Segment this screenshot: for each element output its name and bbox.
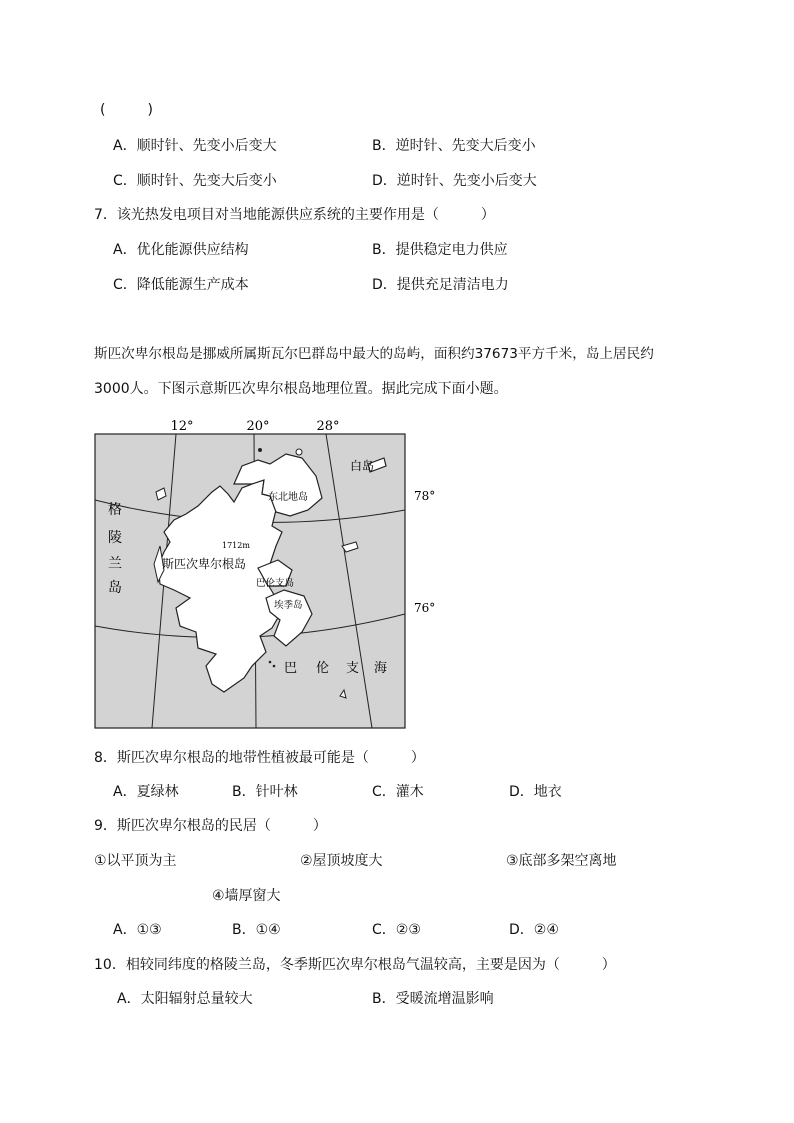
islet-south-2 — [273, 665, 276, 668]
q6-option-d[interactable]: D．逆时针、先变小后变大 — [372, 173, 537, 189]
white-island-label: 白岛 — [350, 459, 375, 473]
q10-option-b[interactable]: B．受暖流增温影响 — [372, 991, 494, 1007]
q7-option-d[interactable]: D．提供充足清洁电力 — [372, 277, 509, 293]
q8-stem: 8．斯匹次卑尔根岛的地带性植被最可能是（ ） — [94, 750, 425, 766]
greenland-char-4: 岛 — [108, 580, 122, 596]
passage-line-2: 3000人。下图示意斯匹次卑尔根岛地理位置。据此完成下面小题。 — [94, 381, 508, 397]
svalbard-location-map — [94, 414, 436, 730]
lat-label-76: 76° — [414, 601, 436, 615]
q6-option-a[interactable]: A．顺时针、先变小后变大 — [113, 138, 277, 154]
q8-option-b[interactable]: B．针叶林 — [232, 784, 298, 800]
islet-north-2 — [296, 449, 302, 455]
sea-char-1: 巴 — [284, 661, 298, 676]
islet-north-1 — [258, 448, 262, 452]
q6-option-c[interactable]: C．顺时针、先变大后变小 — [113, 173, 277, 189]
northeast-land-label: 东北地岛 — [268, 492, 308, 503]
greenland-char-2: 陵 — [108, 530, 122, 546]
sea-char-2: 伦 — [316, 661, 330, 676]
sea-char-3: 支 — [346, 661, 360, 676]
q8-option-c[interactable]: C．灌木 — [372, 784, 424, 800]
greenland-char-3: 兰 — [108, 556, 122, 572]
q9-item-1: ①以平顶为主 — [94, 853, 177, 869]
q7-option-a[interactable]: A．优化能源供应结构 — [113, 242, 249, 258]
q10-stem: 10．相较同纬度的格陵兰岛，冬季斯匹次卑尔根岛气温较高，主要是因为（ ） — [94, 957, 616, 973]
islet-south-1 — [269, 661, 272, 664]
q9-item-4: ④墙厚窗大 — [212, 888, 281, 904]
lon-label-20: 20° — [246, 419, 270, 434]
passage-line-1: 斯匹次卑尔根岛是挪威所属斯瓦尔巴群岛中最大的岛屿，面积约37673平方千米，岛上居民约 — [94, 346, 654, 362]
q9-option-a[interactable]: A．①③ — [113, 922, 162, 938]
q9-stem: 9．斯匹次卑尔根岛的民居（ ） — [94, 818, 327, 834]
q7-option-b[interactable]: B．提供稳定电力供应 — [372, 242, 508, 258]
lon-label-28: 28° — [316, 419, 340, 434]
lat-label-78: 78° — [414, 489, 436, 503]
q7-option-c[interactable]: C．降低能源生产成本 — [113, 277, 249, 293]
edge-island-label: 埃季岛 — [274, 600, 303, 611]
elevation-label: 1712m — [222, 541, 250, 550]
q9-option-d[interactable]: D．②④ — [509, 922, 559, 938]
q6-answer-blank: ( ) — [100, 102, 153, 118]
spitsbergen-label: 斯匹次卑尔根岛 — [162, 557, 247, 571]
q9-option-b[interactable]: B．①④ — [232, 922, 281, 938]
sea-char-4: 海 — [374, 661, 388, 676]
q8-option-d[interactable]: D．地衣 — [509, 784, 562, 800]
q9-item-2: ②屋顶坡度大 — [300, 853, 383, 869]
q10-option-a[interactable]: A．太阳辐射总量较大 — [117, 991, 253, 1007]
q7-stem: 7．该光热发电项目对当地能源供应系统的主要作用是（ ） — [94, 207, 495, 223]
greenland-char-1: 格 — [108, 502, 122, 518]
barents-island-label: 巴伦支岛 — [256, 578, 295, 589]
lon-label-12: 12° — [170, 419, 194, 434]
q9-item-3: ③底部多架空离地 — [506, 853, 617, 869]
q9-option-c[interactable]: C．②③ — [372, 922, 421, 938]
q6-option-b[interactable]: B．逆时针、先变大后变小 — [372, 138, 536, 154]
q8-option-a[interactable]: A．夏绿林 — [113, 784, 179, 800]
